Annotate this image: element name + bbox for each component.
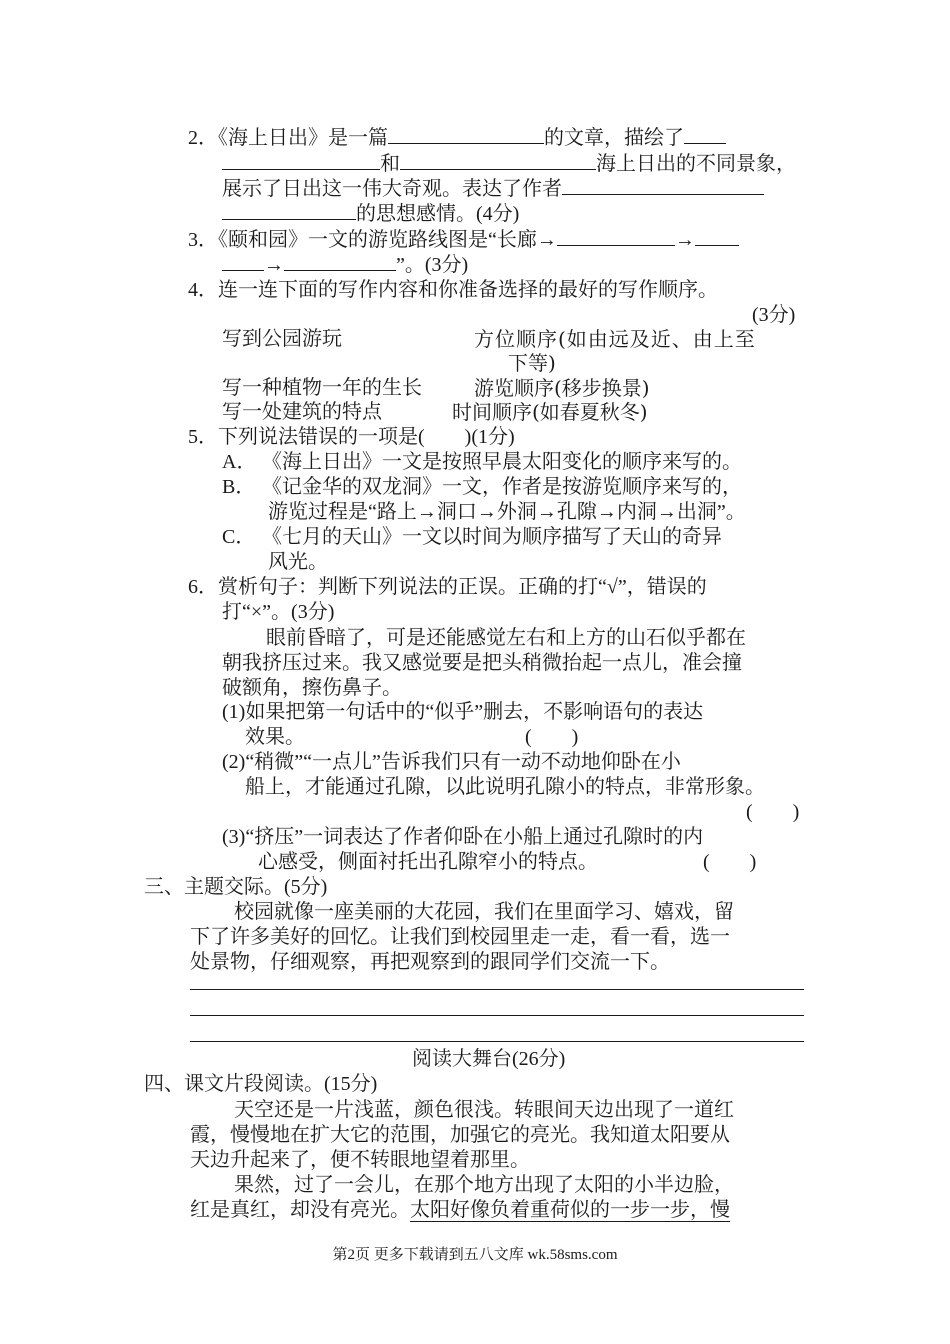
q3-number: 3． bbox=[188, 229, 218, 251]
q6-passage-line1: 眼前昏暗了，可是还能感觉左右和上方的山石似乎都在 bbox=[266, 625, 746, 649]
q4-right-item-1[interactable]: 方位顺序(如由远及近、由上至 bbox=[474, 327, 756, 351]
section-4-para-line5 bbox=[190, 1196, 730, 1222]
section-4-para-line3: 天边升起来了，便不转眼地望着那里。 bbox=[190, 1147, 530, 1171]
section-3-title: 三、主题交际。(5分) bbox=[144, 876, 328, 898]
option-text: 《海上日出》一文是按照早晨太阳变化的顺序来写的。 bbox=[262, 451, 742, 473]
answer-blank[interactable] bbox=[695, 226, 739, 246]
q4-number: 4． bbox=[188, 279, 218, 301]
q6-passage-line3: 破额角，擦伤鼻子。 bbox=[222, 675, 402, 699]
section-3-para-line3: 处景物，仔细观察，再把观察到的跟同学们交流一下。 bbox=[190, 951, 670, 973]
q2-number: 2． bbox=[188, 127, 218, 149]
answer-blank[interactable] bbox=[388, 124, 544, 144]
q3-arrow: → bbox=[674, 229, 695, 251]
q5-line1 bbox=[188, 424, 515, 450]
option-label: B． bbox=[222, 476, 256, 498]
q2-line3 bbox=[222, 175, 764, 202]
underlined-sentence: 太阳好像负着重荷似的一步一步，慢 bbox=[410, 1197, 730, 1221]
q6-line1 bbox=[188, 574, 707, 600]
q6-sub1: (1)如果把第一句话中的“似乎”删去，不影响语句的表达 bbox=[222, 701, 704, 723]
section-4-para-line2: 霞，慢慢地在扩大它的范围，加强它的亮光。我知道太阳要从 bbox=[190, 1122, 730, 1146]
q3-text-end: ”。(3分) bbox=[396, 254, 469, 276]
q6-text: 赏析句子：判断下列说法的正误。正确的打“√”，错误的 bbox=[218, 576, 707, 598]
q3-text-a: 《颐和园》一文的游览路线图是“长廊→ bbox=[218, 229, 557, 251]
section-3-para-line2: 下了许多美好的回忆。让我们到校园里走一走，看一看，选一 bbox=[190, 926, 730, 948]
q5-option-b[interactable] bbox=[222, 474, 742, 500]
section-4-title: 四、课文片段阅读。(15分) bbox=[144, 1073, 378, 1095]
option-label: A． bbox=[222, 451, 257, 473]
q6-line2: 打“×”。(3分) bbox=[222, 601, 335, 623]
q2-line2 bbox=[222, 150, 796, 177]
answer-parens[interactable]: ( ) bbox=[746, 801, 800, 823]
q5-number: 5． bbox=[188, 426, 218, 448]
reading-stage-title: 阅读大舞台(26分) bbox=[412, 1048, 566, 1070]
q6-sub1-cont: 效果。 bbox=[245, 726, 305, 748]
q6-sub2-cont: 船上，才能通过孔隙，以此说明孔隙小的特点，非常形象。 bbox=[245, 776, 765, 798]
section-4-para-line1: 天空还是一片浅蓝，颜色很浅。转眼间天边出现了一道红 bbox=[234, 1097, 734, 1121]
section-4-para-line4: 果然，过了一会儿，在那个地方出现了太阳的小半边脸， bbox=[234, 1172, 734, 1196]
q3-line1 bbox=[188, 226, 739, 253]
q4-right-item-3[interactable]: 时间顺序(如春夏秋冬) bbox=[452, 400, 648, 424]
answer-parens[interactable]: ( ) bbox=[703, 851, 757, 873]
q6-sub3: (3)“挤压”一词表达了作者仰卧在小船上通过孔隙时的内 bbox=[222, 826, 704, 848]
option-text: 《七月的天山》一文以时间为顺序描写了天山的奇异 bbox=[262, 526, 722, 548]
q6-sub2: (2)“稍微”“一点儿”告诉我们只有一动不动地仰卧在小 bbox=[222, 751, 681, 773]
answer-blank[interactable] bbox=[557, 226, 675, 246]
q5-option-c[interactable] bbox=[222, 524, 722, 550]
q2-text-f: 的思想感情。(4分) bbox=[356, 203, 520, 225]
option-label: C． bbox=[222, 526, 256, 548]
q3-arrow: → bbox=[264, 254, 284, 276]
q4-right-item-2[interactable]: 游览顺序(移步换景) bbox=[474, 376, 650, 400]
section-3-para-line1: 校园就像一座美丽的大花园，我们在里面学习、嬉戏，留 bbox=[234, 901, 734, 923]
q6-passage-line2: 朝我挤压过来。我又感觉要是把头稍微抬起一点儿，准会撞 bbox=[222, 650, 742, 674]
q2-text-b: 的文章，描绘了 bbox=[544, 127, 684, 149]
answer-blank[interactable] bbox=[684, 124, 726, 144]
q5-option-b-cont: 游览过程是“路上→洞口→外洞→孔隙→内洞→出洞”。 bbox=[268, 501, 746, 523]
q4-left-item-3[interactable]: 写一处建筑的特点 bbox=[222, 401, 382, 423]
writing-line[interactable] bbox=[190, 1041, 804, 1042]
writing-line[interactable] bbox=[190, 1015, 804, 1016]
q5-option-a[interactable] bbox=[222, 449, 742, 475]
q6-sub3-cont: 心感受，侧面衬托出孔隙窄小的特点。 bbox=[258, 851, 598, 873]
q4-left-item-2[interactable]: 写一种植物一年的生长 bbox=[222, 377, 422, 399]
answer-blank[interactable] bbox=[562, 175, 764, 195]
answer-blank[interactable] bbox=[284, 251, 396, 271]
page-footer: 第2页 更多下载请到五八文库 wk.58sms.com bbox=[332, 1247, 618, 1263]
answer-blank[interactable] bbox=[222, 150, 380, 170]
q4-right-item-1-cont: 下等) bbox=[508, 351, 556, 375]
q4-line1 bbox=[188, 277, 718, 303]
q3-line2 bbox=[222, 251, 468, 278]
q4-score: (3分) bbox=[752, 304, 796, 326]
q5-option-c-cont: 风光。 bbox=[268, 551, 328, 573]
q4-left-item-1[interactable]: 写到公园游玩 bbox=[222, 328, 342, 350]
answer-parens[interactable]: ( ) bbox=[525, 726, 579, 748]
q4-text: 连一连下面的写作内容和你准备选择的最好的写作顺序。 bbox=[218, 279, 718, 301]
q5-text: 下列说法错误的一项是( )(1分) bbox=[218, 426, 515, 448]
q2-text-e: 展示了日出这一伟大奇观。表达了作者 bbox=[222, 178, 562, 200]
answer-blank[interactable] bbox=[222, 200, 356, 220]
q6-number: 6． bbox=[188, 576, 218, 598]
q2-line1 bbox=[188, 124, 726, 151]
option-text: 《记金华的双龙洞》一文，作者是按游览顺序来写的， bbox=[262, 476, 742, 498]
q2-text-c: 和 bbox=[380, 153, 400, 175]
writing-line[interactable] bbox=[190, 989, 804, 990]
q2-text-d: 海上日出的不同景象， bbox=[596, 153, 796, 175]
q2-line4 bbox=[222, 200, 519, 227]
section-4-text: 红是真红，却没有亮光。 bbox=[190, 1197, 410, 1221]
answer-blank[interactable] bbox=[400, 150, 596, 170]
answer-blank[interactable] bbox=[222, 251, 264, 271]
q2-text-a: 《海上日出》是一篇 bbox=[218, 127, 388, 149]
